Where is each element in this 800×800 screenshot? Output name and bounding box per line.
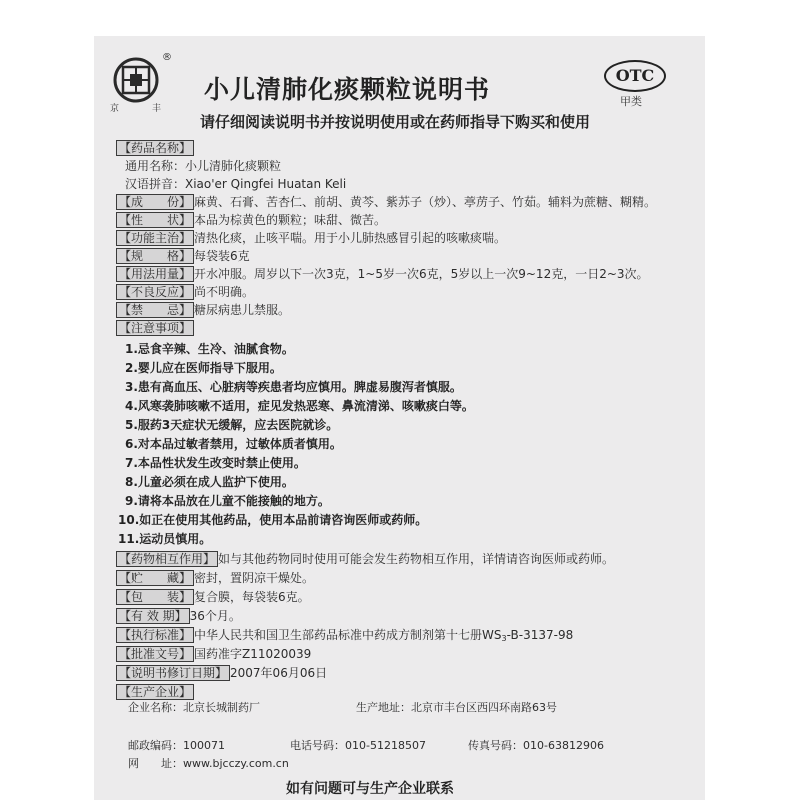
brand-logo-icon (104, 56, 168, 104)
field-value: 国药准字Z11020039 (194, 647, 312, 661)
logo-caption-left: 京 (110, 104, 120, 114)
precaution-item: 5.服药3天症状无缓解，应去医院就诊。 (125, 418, 339, 432)
precaution-item: 6.对本品过敏者禁用，过敏体质者慎用。 (125, 437, 342, 451)
field-row (116, 608, 241, 624)
field-row (116, 665, 327, 681)
section-label: 【生产企业】 (116, 684, 194, 700)
field-value: 2007年06月06日 (230, 666, 328, 680)
field-label: 【规 格】 (116, 248, 194, 264)
section-label: 【注意事项】 (116, 320, 194, 336)
field-label: 【贮 藏】 (116, 570, 194, 586)
field-value: 复合膜，每袋装6克。 (194, 590, 310, 604)
logo-caption-right: 丰 (152, 104, 162, 114)
field-value: 麻黄、石膏、苦杏仁、前胡、黄芩、紫苏子（炒）、葶苈子、竹茹。辅料为蔗糖、糊精。 (194, 195, 657, 209)
brand-logo (104, 52, 172, 104)
instruction-subtitle: 请仔细阅读说明书并按说明使用或在药师指导下购买和使用 (200, 113, 591, 131)
field-label: 【功能主治】 (116, 230, 194, 246)
field-label: 【不良反应】 (116, 284, 194, 300)
contact-footer: 如有问题可与生产企业联系 (286, 781, 454, 797)
standard-value-pre: 中华人民共和国卫生部药品标准中药成方制剂第十七册WS (194, 628, 502, 642)
precaution-item: 11.运动员慎用。 (118, 532, 212, 546)
manufacturer-phone: 电话号码：010-51218507 (290, 739, 426, 752)
field-value: 尚不明确。 (194, 285, 255, 299)
field-label: 【说明书修订日期】 (116, 665, 230, 681)
field-value: 如与其他药物同时使用可能会发生药物相互作用，详情请咨询医师或药师。 (218, 552, 615, 566)
manufacturer-company: 企业名称：北京长城制药厂 (128, 701, 260, 714)
document-title: 小儿清肺化痰颗粒说明书 (204, 75, 491, 104)
field-row (116, 194, 656, 210)
field-row (116, 589, 310, 605)
pinyin-name: 汉语拼音：Xiao'er Qingfei Huatan Keli (125, 177, 347, 191)
otc-class-label: 甲类 (620, 95, 642, 108)
field-value: 糖尿病患儿禁服。 (194, 303, 291, 317)
field-row (116, 266, 649, 282)
field-row (116, 646, 311, 662)
precaution-item: 4.风寒袭肺咳嗽不适用，症见发热恶寒、鼻流清涕、咳嗽痰白等。 (125, 399, 474, 413)
field-label: 【用法用量】 (116, 266, 194, 282)
otc-badge: OTC (604, 60, 666, 92)
precaution-item: 8.儿童必须在成人监护下使用。 (125, 475, 294, 489)
precaution-item: 1.忌食辛辣、生冷、油腻食物。 (125, 342, 294, 356)
field-value: 每袋装6克 (194, 249, 250, 263)
field-row (116, 212, 386, 228)
standard-row (116, 627, 573, 647)
section-label: 【药品名称】 (116, 140, 194, 156)
field-row (116, 570, 314, 586)
field-row (116, 551, 614, 567)
field-value: 36个月。 (189, 609, 241, 623)
field-value: 密封，置阴凉干燥处。 (194, 571, 315, 585)
field-label: 【性 状】 (116, 212, 194, 228)
precaution-item: 2.婴儿应在医师指导下服用。 (125, 361, 282, 375)
field-value: 开水冲服。周岁以下一次3克，1~5岁一次6克，5岁以上一次9~12克，一日2~3次。 (194, 267, 649, 281)
manufacturer-fax: 传真号码：010-63812906 (468, 739, 604, 752)
field-value: 本品为棕黄色的颗粒；味甜、微苦。 (194, 213, 387, 227)
drug-name-heading (116, 140, 194, 156)
field-row (116, 248, 250, 264)
common-name: 通用名称：小儿清肺化痰颗粒 (125, 159, 282, 173)
precautions-heading (116, 320, 194, 336)
field-value: 清热化痰，止咳平喘。用于小儿肺热感冒引起的咳嗽痰喘。 (194, 231, 507, 245)
field-row (116, 230, 506, 246)
manufacturer-website: 网 址：www.bjcczy.com.cn (128, 757, 289, 770)
field-label: 【药物相互作用】 (116, 551, 218, 567)
precaution-item: 10.如正在使用其他药品，使用本品前请咨询医师或药师。 (118, 513, 428, 527)
field-label: 【成 份】 (116, 194, 194, 210)
manufacturer-heading (116, 684, 194, 700)
field-row (116, 302, 290, 318)
field-label: 【包 装】 (116, 589, 194, 605)
manufacturer-address: 生产地址：北京市丰台区西四环南路63号 (356, 701, 557, 714)
field-label: 【禁 忌】 (116, 302, 194, 318)
precaution-item: 7.本品性状发生改变时禁止使用。 (125, 456, 306, 470)
field-label: 【有 效 期】 (116, 608, 190, 624)
field-label: 【执行标准】 (116, 627, 194, 643)
registered-mark: ® (162, 52, 172, 63)
manufacturer-postcode: 邮政编码：100071 (128, 739, 225, 752)
standard-value-post: -B-3137-98 (506, 628, 574, 642)
field-row (116, 284, 254, 300)
precaution-item: 3.患有高血压、心脏病等疾患者均应慎用。脾虚易腹泻者慎服。 (125, 380, 462, 394)
precaution-item: 9.请将本品放在儿童不能接触的地方。 (125, 494, 330, 508)
standard-value-sub: 3 (501, 634, 507, 643)
field-label: 【批准文号】 (116, 646, 194, 662)
